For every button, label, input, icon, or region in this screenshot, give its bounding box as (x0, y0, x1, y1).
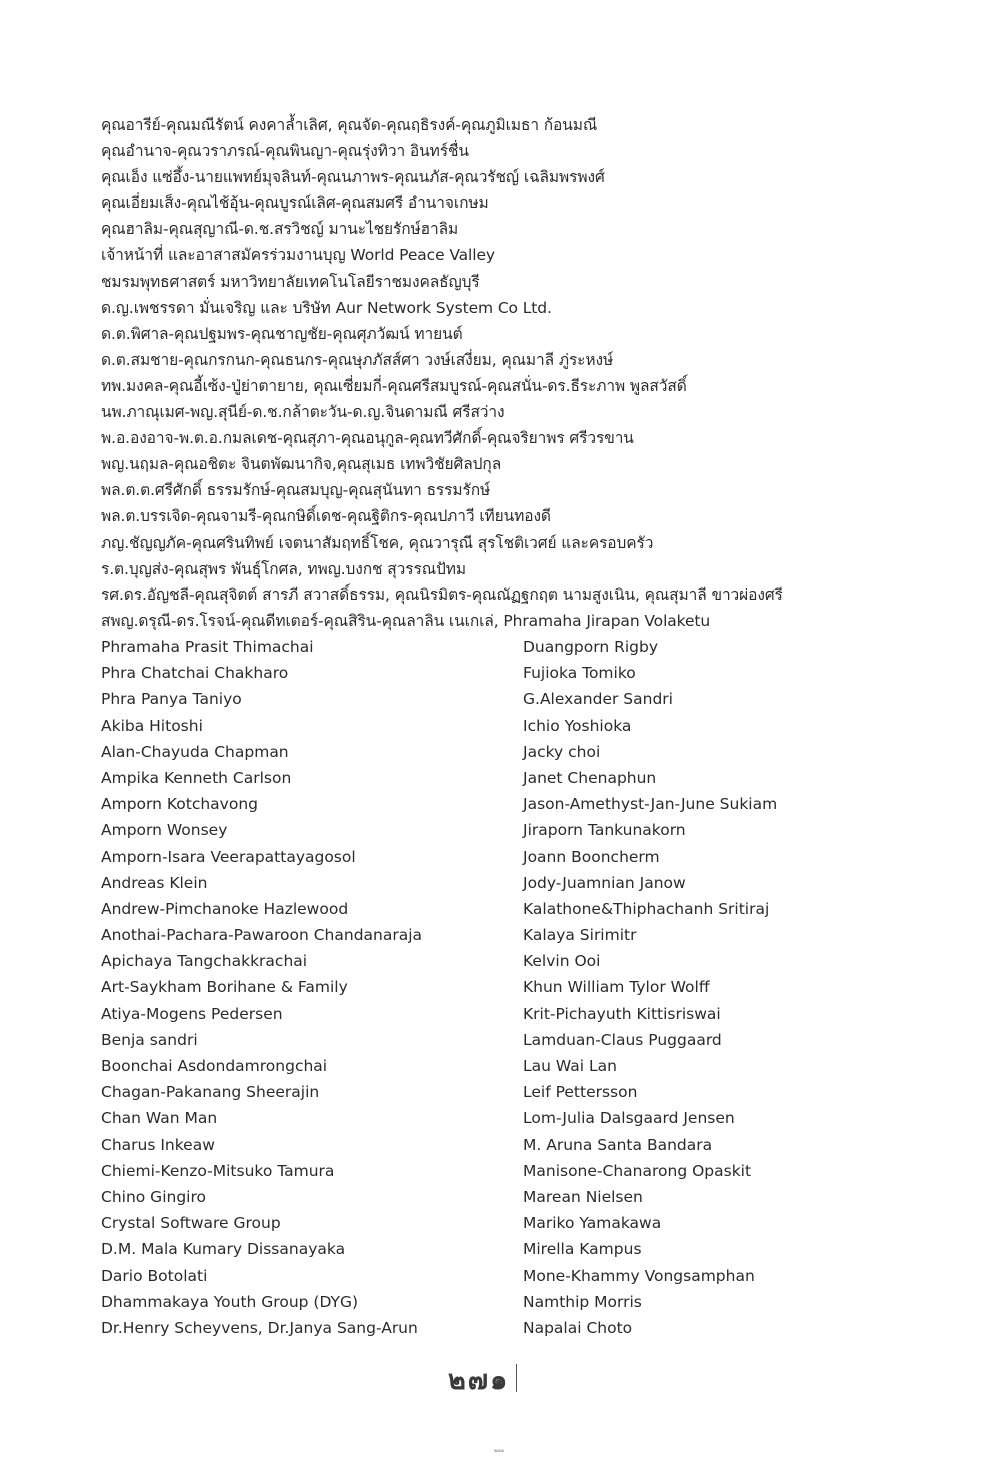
donor-name: Mone-Khammy Vongsamphan (523, 1266, 755, 1285)
donor-name: Janet Chenaphun (523, 768, 657, 787)
donor-name: Amporn Kotchavong (101, 795, 258, 814)
thai-line: ด.ญ.เพชรรดา มั่นเจริญ และ บริษัท Aur Network System Co Ltd. (101, 298, 552, 317)
donor-name: D.M. Mala Kumary Dissanayaka (101, 1240, 346, 1259)
donor-name: Jacky choi (523, 742, 601, 761)
donor-name: Jason-Amethyst-Jan-June Sukiam (523, 795, 778, 814)
donor-name: Ampika Kenneth Carlson (101, 768, 292, 787)
donor-name: Leif Pettersson (523, 1083, 638, 1102)
thai-line: พญ.นฤมล-คุณอชิตะ จินตพัฒนากิจ,คุณสุเมธ เทพวิชัยศิลปกุล (101, 455, 502, 474)
donor-name: Alan-Chayuda Chapman (101, 742, 289, 761)
donor-name: Chino Gingiro (101, 1187, 206, 1206)
donor-name: Amporn Wonsey (101, 821, 228, 840)
thai-line: คุณอำนาจ-คุณวราภรณ์-คุณพินญา-คุณรุ่งทิวา อินทร์ชื่น (101, 142, 469, 161)
donor-name: Duangporn Rigby (523, 638, 659, 656)
donor-name: Manisone-Chanarong Opaskit (523, 1161, 752, 1180)
donor-name: Dhammakaya Youth Group (DYG) (101, 1292, 359, 1311)
thai-line: คุณอารีย์-คุณมณีรัตน์ คงคาล้ำเลิศ, คุณจัด-คุณฤธิรงค์-คุณภูมิเมธา ก้อนมณี (101, 116, 598, 134)
donor-name: Jody-Juamnian Janow (523, 873, 686, 892)
donor-name: Phra Panya Taniyo (101, 690, 242, 709)
donor-name: Mirella Kampus (523, 1240, 642, 1259)
thai-line: พ.อ.องอาจ-พ.ต.อ.กมลเดช-คุณสุภา-คุณอนุกูล-คุณทวีศักดิ์-คุณจริยาพร ศรีวรขาน (101, 429, 634, 448)
donor-name: Crystal Software Group (101, 1214, 281, 1233)
donor-name: Mariko Yamakawa (523, 1214, 662, 1233)
donor-name: G.Alexander Sandri (523, 690, 673, 709)
donor-name: Chiemi-Kenzo-Mitsuko Tamura (101, 1161, 335, 1180)
donor-name: Khun William Tylor Wolff (523, 978, 710, 997)
donor-list-left (101, 634, 422, 1341)
donor-name: Charus Inkeaw (101, 1135, 215, 1154)
donor-name: Lau Wai Lan (523, 1057, 617, 1075)
thai-line: ทพ.มงคล-คุณอี้เซ้ง-ปู่ย่าตายาย, คุณเซี่ยมกี่-คุณศรีสมบูรณ์-คุณสนั่น-ดร.ธีระภาพ พูลสวัสดิ์ (101, 376, 687, 395)
donor-name: Andreas Klein (101, 873, 208, 892)
donor-name: Chan Wan Man (101, 1109, 218, 1128)
donor-name: Benja sandri (101, 1030, 198, 1049)
donor-name: Dr.Henry Scheyvens, Dr.Janya Sang-Arun (101, 1318, 418, 1337)
donor-name: Atiya-Mogens Pedersen (101, 1004, 283, 1023)
thai-line: พล.ต.บรรเจิด-คุณจามรี-คุณกษิดิ์เดช-คุณฐิติกร-คุณปภาวี เทียนทองดี (101, 507, 551, 526)
donor-name: Napalai Choto (523, 1318, 633, 1337)
donor-name: Marean Nielsen (523, 1187, 643, 1206)
donor-name: Art-Saykham Borihane & Family (101, 978, 348, 997)
thai-line: สพญ.ดรุณี-ดร.โรจน์-คุณดีทเตอร์-คุณสิริน-คุณลาลิน เนเกเล่, Phramaha Jirapan Volaketu (101, 611, 711, 630)
donor-list-right (523, 634, 777, 1341)
donor-name: Chagan-Pakanang Sheerajin (101, 1083, 320, 1102)
donor-name: Jiraporn Tankunakorn (523, 821, 686, 840)
donor-name: Ichio Yoshioka (523, 716, 632, 735)
thai-line: คุณเอ็ง แซ่อึ้ง-นายแพทย์มุจลินท์-คุณนภาพร-คุณนภัส-คุณวรัชญ์ เฉลิมพรพงศ์ (101, 168, 605, 187)
donor-name: Akiba Hitoshi (101, 716, 203, 735)
donor-name: Kalathone&Thiphachanh Sritiraj (523, 899, 770, 918)
donor-name: Amporn-Isara Veerapattayagosol (101, 847, 356, 866)
donor-name: Krit-Pichayuth Kittisriswai (523, 1004, 721, 1023)
thai-line: นพ.ภาณุเมศ-พญ.สุนีย์-ด.ช.กล้าตะวัน-ด.ญ.จินดามณี ศรีสว่าง (101, 403, 505, 422)
thai-acknowledgement-list (101, 112, 821, 634)
donor-name: Dario Botolati (101, 1266, 208, 1285)
thai-line: เจ้าหน้าที่ และอาสาสมัครร่วมงานบุญ World Peace Valley (101, 246, 495, 265)
thai-line: คุณฮาลิม-คุณสุญาณี-ด.ช.สรวิชญ์ มานะไชยรักษ์ฮาลิม (101, 220, 459, 239)
thai-line: ด.ต.พิศาล-คุณปฐมพร-คุณชาญชัย-คุณศุภวัฒน์ ทายนต์ (101, 324, 463, 343)
page-number: ๒๗๑ (448, 1365, 510, 1396)
thai-line: ร.ต.บุญส่ง-คุณสุพร พันธุ์โกศล, ทพญ.บงกช สุวรรณปัทม (101, 559, 466, 578)
donor-name: Boonchai Asdondamrongchai (101, 1057, 328, 1075)
donor-name: Andrew-Pimchanoke Hazlewood (101, 899, 349, 918)
donor-name: Lom-Julia Dalsgaard Jensen (523, 1109, 735, 1128)
donor-name: Joann Booncherm (523, 847, 660, 866)
thai-line: ภญ.ชัญญภัค-คุณศรินทิพย์ เจตนาสัมฤทธิ์โชค, คุณวารุณี สุรโชติเวศย์ และครอบครัว (101, 533, 654, 552)
footer-small-mark: ๒๗๑ (494, 1448, 505, 1454)
donor-name: Anothai-Pachara-Pawaroon Chandanaraja (101, 926, 423, 945)
thai-line: ด.ต.สมชาย-คุณกรกนก-คุณธนกร-คุณษุภภัสส์ศา วงษ์เสงี่ยม, คุณมาลี ภู่ระหงษ์ (101, 350, 614, 369)
donor-name: Namthip Morris (523, 1292, 642, 1311)
donor-name: Kelvin Ooi (523, 952, 601, 971)
donor-name: Fujioka Tomiko (523, 664, 636, 683)
donor-name: Apichaya Tangchakkrachai (101, 952, 308, 971)
donor-name: M. Aruna Santa Bandara (523, 1135, 713, 1154)
donor-name: Kalaya Sirimitr (523, 926, 637, 945)
thai-line: รศ.ดร.อัญชลี-คุณสุจิตต์ สารภี สวาสดิ์ธรรม, คุณนิรมิตร-คุณณัฏฐกฤต นามสูงเนิน, คุณสุมาลี ขาวผ่องศรี (101, 585, 783, 604)
thai-line: คุณเอี่ยมเส็ง-คุณไช้อุ้น-คุณบูรณ์เลิศ-คุณสมศรี อำนาจเกษม (101, 194, 489, 213)
donor-name: Phra Chatchai Chakharo (101, 664, 289, 683)
thai-line: ชมรมพุทธศาสตร์ มหาวิทยาลัยเทคโนโลยีราชมงคลธัญบุรี (101, 272, 480, 291)
donor-name: Lamduan-Claus Puggaard (523, 1030, 722, 1049)
donor-name: Phramaha Prasit Thimachai (101, 638, 314, 656)
thai-line: พล.ต.ต.ศรีศักดิ์ ธรรมรักษ์-คุณสมบุญ-คุณสุนันทา ธรรมรักษ์ (101, 481, 491, 500)
page-number-divider (516, 1364, 517, 1392)
